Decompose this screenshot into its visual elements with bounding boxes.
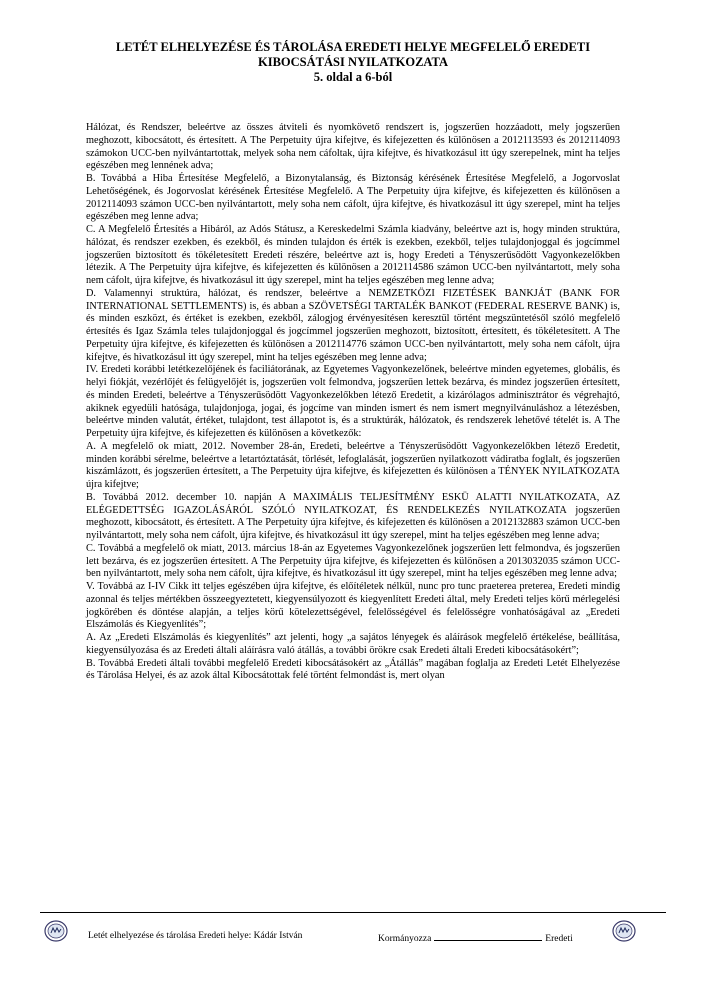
paragraph: B. Továbbá 2012. december 10. napján A MAXIMÁLIS TELJESÍTMÉNY ESKÜ ALATTI NYILATKOZATA, AZ ELÉGEDETTSÉG IGAZOLÁSÁRÓL SZÓLÓ NYILATKOZAT, ÉS RENDELKEZÉS NYILATKOZATA jogszerűen meghozott, kibocsátott, és értesített. A The Perpetuity újra kifejtve, és kifejezetten és különösen a 2012132883 számon UCC-ben nyilvántartott, mely soha nem cáfolt, újra kifejtve, és hivatkozásul itt úgy szerepel, mint ha teljes egészében meg lenne adva; <box>86 491 620 541</box>
document-title-block <box>60 40 646 85</box>
paragraph: C. A Megfelelő Értesítés a Hibáról, az Adós Státusz, a Kereskedelmi Számla kiadvány, beleértve azt is, hogy minden struktúra, hálózat, és rendszer ezekben, és ezekből, és minden tulajdon és érték is ezekben, ezekből, teljes tulajdonjoggal és jogcímmel jogszerűen biztosított és tökéletesített Eredeti részére, beleértve azt is, hogy Eredeti a Tényszerűsödött Vagyonkezelőkben létezik. A The Perpetuity újra kifejtve, és kifejezetten és különösen a 2012114586 számon UCC-ben nyilvántartott, mely soha nem cáfolt, újra kifejtve, és hivatkozásul itt úgy szerepel, mint ha teljes egészében meg lenne adva; <box>86 224 620 286</box>
page-indicator: 5. oldal a 6-ból <box>313 70 393 84</box>
seal-logo-icon <box>612 920 636 942</box>
footer-governed-by <box>378 931 573 944</box>
paragraph: V. Továbbá az I-IV Cikk itt teljes egészében újra kifejtve, és előítéletek nélkül, nunc pro tunc praeterea preterea, Eredeti mindig azonnal és teljes mértékben összeegyeztetett, kiegyensúlyozott és kiegyenlített Eredeti által, mely Eredeti teljes körű mérlegelési jogkörében és döntése alapján, a teljes körű kötelezettségével, felelősségével és felelősségre vonhatóságával az „Eredeti Elszámolás és Kiegyenlítés”; <box>86 581 620 631</box>
signature-line <box>434 931 542 941</box>
document-title-line1: LETÉT ELHELYEZÉSE ÉS TÁROLÁSA EREDETI HELYE MEGFELELŐ EREDETI <box>115 40 591 54</box>
paragraph: IV. Eredeti korábbi letétkezelőjének és faciliátorának, az Egyetemes Vagyonkezelőnek, beleértve minden egyetemes, globális, és helyi fiókját, vezérlőjét és felügyelőjét is, jogszerűen volt felmondva, jogszerűen lettek bezárva, és mindez jogszerűen értesített, és minden Eredeti, beleértve a Tényszerűsödött Vagyonkezelőkben létező Eredetit, a kizárólagos adminisztrátor és végrehajtó, akiknek egyedüli hatósága, tulajdonjoga, jogai, és jogcíme van minden ismert és nem ismert megnyilvánuláshoz a létezésben, beleértve minden valutát, értéket, tulajdont, test állapotot is, és a struktúrák, hálózatok, és rendszerek lehetővé tételét is. A The Perpetuity újra kifejtve, és kifejezetten és különösen a következők: <box>86 364 620 439</box>
footer-governed-label: Kormányozza <box>378 934 432 944</box>
footer-depositary-text: Letét elhelyezése és tárolása Eredeti helye: Kádár István <box>88 931 303 941</box>
paragraph: C. Továbbá a megfelelő ok miatt, 2013. március 18-án az Egyetemes Vagyonkezelőnek jogszerűen lett felmondva, és jogszerűen lett bezárva, és ez jogszerűen értesített. A The Perpetuity újra kifejtve, és kifejezetten és különösen a 2013032035 számon UCC-ben nyilvántartott, mely soha nem cáfolt, újra kifejtve, és hivatkozásul itt úgy szerepel, mint ha teljes egészében meg lenne adva; <box>86 542 620 580</box>
paragraph: D. Valamennyi struktúra, hálózat, és rendszer, beleértve a NEMZETKÖZI FIZETÉSEK BANKJÁT (BANK FOR INTERNATIONAL SETTLEMENTS) is, és abban a SZÖVETSÉGI TARTALÉK BANKOT (FEDERAL RESERVE BANK) is, és minden eszközt, és értéket is ezekben, ezekből, zálogjog érvényesítésen keresztül történt megszüntetésől szóló megfelelő értesítés és Igaz Számla teles tulajdonjoggal és jogcímmel jogszerűen meghozott, biztosított, értesített, és tökéletesített. A The Perpetuity újra kifejtve, és kifejezetten és különösen a 2012114776 számon UCC-ben nyilvántartott, mely soha nem cáfolt, újra kifejtve, és hivatkozásul itt úgy szerepel, mint ha teljes egészében meg lenne adva; <box>86 287 620 363</box>
footer-original-label: Eredeti <box>545 934 573 944</box>
paragraph: Hálózat, és Rendszer, beleértve az összes átviteli és nyomkövető rendszert is, jogszerűen hozzáadott, mely jogszerűen meghozott, kibocsátott, és értesített. A The Perpetuity újra kifejtve, és kifejezetten és különösen a 2012113593 és 2012114093 számokon UCC-ben nyilvántartottak, melyek soha nem cáfoltak, újra kifejtve, és hivatkozásul itt úgy szerepelnek, mint ha teljes egészében meg lennének adva; <box>86 122 620 172</box>
seal-logo-icon <box>44 920 68 942</box>
paragraph: B. Továbbá a Hiba Értesítése Megfelelő, a Bizonytalanság, és Biztonság kérésének Értesítése Megfelelő, a Jogorvoslat Lehetőségének, és Jogorvoslat kérésének Értesítése Megfelelő. A The Perpetuity újra kifejtve, és kifejezetten és különösen a 2012114093 számon UCC-ben nyilvántartott, mely soha nem cáfolt, újra kifejtve, és hivatkozásul itt úgy szerepel, mint ha teljes egészében meg lenne adva; <box>86 173 620 223</box>
paragraph: B. Továbbá Eredeti általi további megfelelő Eredeti kibocsátásokért az „Átállás” magában foglalja az Eredeti Letét Elhelyezése és Tárolása Helyei, és az azok által Kibocsátottak felé történt felmondást is, mert olyan <box>86 657 620 682</box>
paragraph: A. A megfelelő ok miatt, 2012. November 28-án, Eredeti, beleértve a Tényszerűsödött Vagyonkezelőkben létező Eredetit, minden korábbi sérelme, beleértve a letartóztatását, törlését, lefoglalását, jogszerűen nyilatkozott vádiratba foglalt, és jogszerűen kiszámlázott, és jogszerűen értesített, a The Perpetuity újra kifejtve, és kifejezetten és különösen a TÉNYEK NYILATKOZATA újra kifejtve; <box>86 440 620 490</box>
document-body <box>86 122 620 683</box>
paragraph: A. Az „Eredeti Elszámolás és kiegyenlítés” azt jelenti, hogy „a sajátos lényegek és aláírások megfelelő értékelése, beállítása, kiegyensúlyozása és az Eredeti általi aláírásra való átállás, a további örökre csak Eredeti általi Eredeti kibocsátásokért”; <box>86 632 620 656</box>
document-title-line2: KIBOCSÁTÁSI NYILATKOZATA <box>258 55 448 69</box>
footer-divider <box>40 912 666 913</box>
